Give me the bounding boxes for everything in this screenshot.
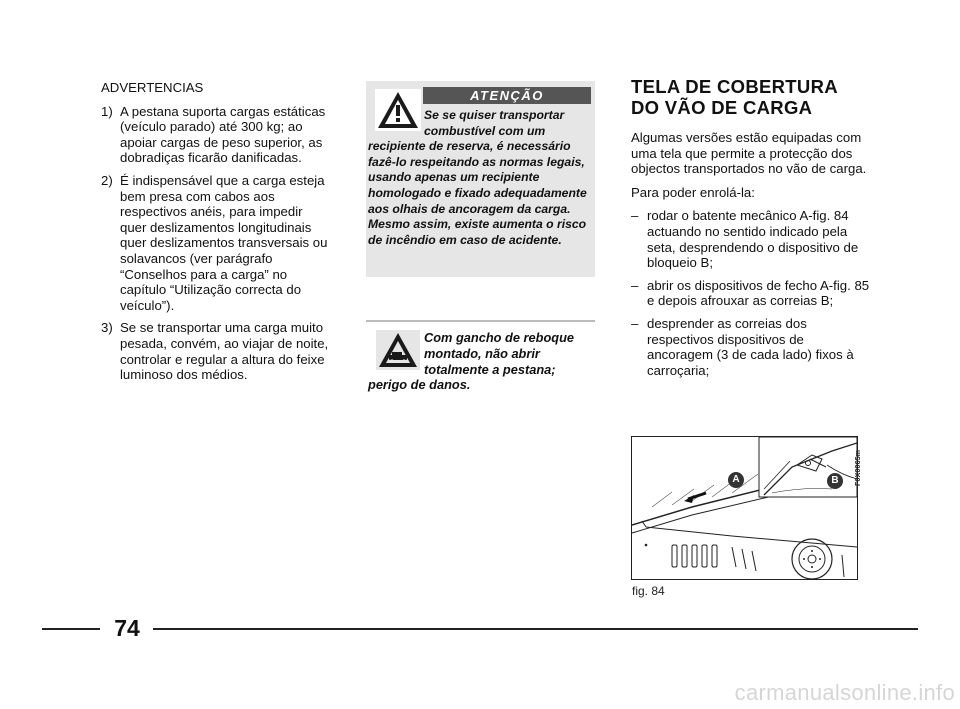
figure-illustration: [631, 436, 858, 580]
warning-text-rest: recipiente de reserva, é necessário fazê-lo respeitando as normas legais, usando apenas um recipiente homologado e fixado adequadamente aos olhais de ancoragem da carga. Mesmo assim, existe aumenta o risco de incêndio em caso de acidente.: [368, 139, 587, 247]
item-number: 2): [101, 172, 113, 188]
step-dash: –: [631, 315, 639, 331]
list-item: [631, 208, 871, 270]
footer-rule-left: [42, 628, 100, 630]
advertencias-column: [101, 80, 329, 390]
step-dash: –: [631, 208, 639, 224]
label-b: B: [831, 475, 839, 486]
item-number: 3): [101, 320, 113, 336]
step-text: abrir os dispositivos de fecho A-fig. 85 e depois afrouxar as correias B;: [647, 277, 870, 309]
page-number: 74: [114, 615, 140, 641]
footer-rule-right: [153, 628, 918, 630]
list-item: [631, 278, 871, 309]
item-text: Se se transportar uma carga muito pesada, convém, ao viajar de noite, controlar e regular a altura do feixe luminoso dos médios.: [120, 320, 329, 383]
figure-code: F0X0065m: [855, 449, 862, 486]
info-box: [366, 320, 595, 402]
item-text: É indispensável que a carga esteja bem presa com cabos aos respectivos anéis, para impedir quer deslizamentos longitudinais quer deslizamentos transversais ou solavancos (ver parágrafo “Conselhos para a carga” no capítulo “Utilização correcta do veículo”).: [120, 172, 328, 313]
atencao-label: ATENÇÃO: [423, 87, 591, 104]
warning-text-indent: Se se quiser transportar combustível com um: [424, 108, 565, 138]
warning-box: [366, 79, 595, 277]
section-title-line1: TELA DE COBERTURA: [631, 76, 838, 97]
info-text-rest: perigo de danos.: [368, 377, 471, 393]
vehicle-cargo-drawing: [632, 437, 857, 579]
list-item: [631, 316, 871, 378]
steps-list: [631, 208, 871, 378]
advertencias-heading: ADVERTENCIAS: [101, 80, 204, 95]
warning-text: [368, 108, 591, 248]
list-item: [101, 320, 329, 382]
label-a: A: [732, 474, 740, 485]
item-number: 1): [101, 103, 113, 119]
list-item: [101, 104, 329, 166]
section-title-line2: DO VÃO DE CARGA: [631, 97, 813, 118]
watermark: carmanualsonline.info: [734, 680, 955, 705]
item-text: A pestana suporta cargas estáticas (veículo parado) até 300 kg; ao apoiar cargas de peso superior, as dobradiças ficarão danificadas.: [120, 103, 326, 166]
advertencias-list: [101, 104, 329, 383]
figure-caption: fig. 84: [632, 584, 665, 598]
step-text: desprender as correias dos respectivos dispositivos de ancoragem (3 de cada lado) fixos à carroçaria;: [647, 315, 854, 378]
step-text: rodar o batente mecânico A-fig. 84 actuando no sentido indicado pela seta, desprendendo o dispositivo de bloqueio B;: [647, 208, 859, 271]
section-intro: Algumas versões estão equipadas com uma tela que permite a protecção dos objectos transportados no vão de carga.: [631, 130, 867, 177]
list-item: [101, 173, 329, 313]
info-text: [368, 330, 594, 393]
section-column: [631, 76, 871, 385]
section-para: Para poder enrolá-la:: [631, 184, 755, 200]
section-title: [631, 76, 871, 118]
info-text-indent: Com gancho de reboque montado, não abrir totalmente a pestana;: [424, 330, 575, 377]
step-dash: –: [631, 277, 639, 293]
